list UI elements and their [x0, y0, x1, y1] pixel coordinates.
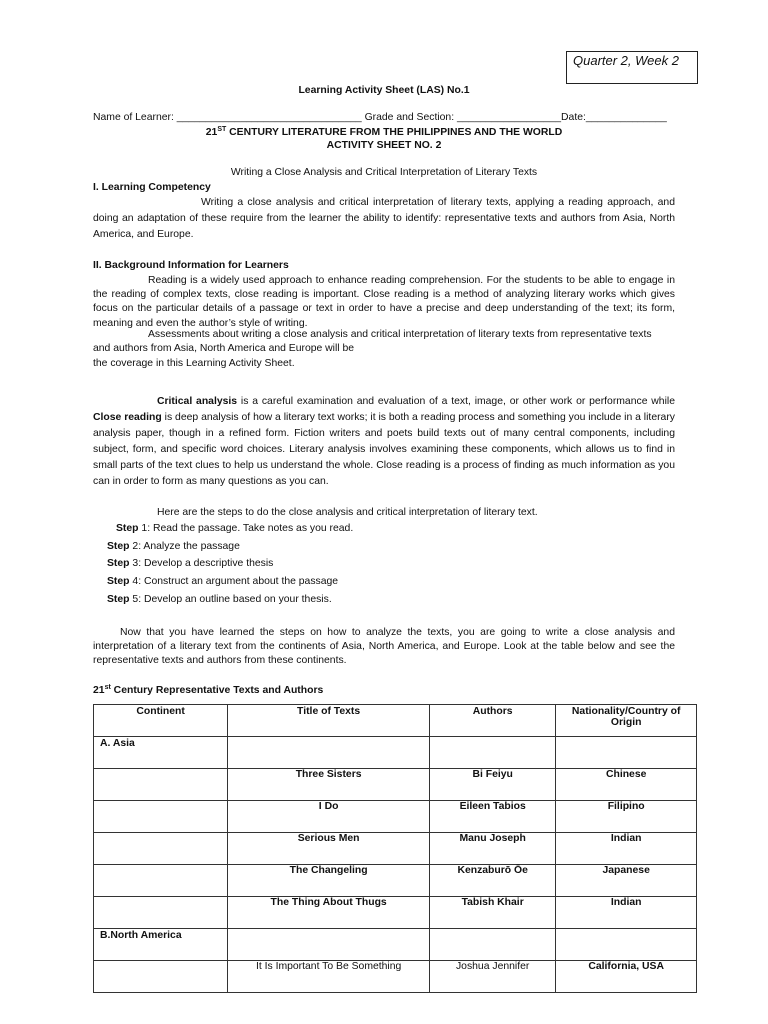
- header-authors: Authors: [429, 705, 555, 737]
- learner-fields: [93, 112, 675, 123]
- term-critical-analysis: Critical analysis: [157, 396, 238, 407]
- table-row: A. Asia: [94, 737, 697, 769]
- name-field[interactable]: ________________________________: [176, 112, 362, 123]
- table-caption: 21st Century Representative Texts and Authors: [93, 684, 324, 696]
- step-item: Step 2: Analyze the passage: [107, 541, 240, 552]
- section2-para2-line3: the coverage in this Learning Activity Sheet.: [93, 358, 295, 369]
- section2-para1: Reading is a widely used approach to enhance reading comprehension. For the students to be able to engage in the reading of complex texts, close reading is important. Close reading is a method of analyzing literary works which gives focus on the particular details of a passage or text in order to have a precise and deep understanding of the text; its form, meaning and even the author’s style of writing.: [93, 275, 675, 329]
- step-item: Step 4: Construct an argument about the passage: [107, 576, 339, 587]
- quarter-week-box: [566, 51, 698, 84]
- definitions-paragraph: Critical analysis is a careful examination and evaluation of a text, image, or other work or performance while Close reading is deep analysis of how a literary text works; it is both a reading process and something you include in a literary analysis paper, though in a refined form. Fiction writers and poets build texts out of many central components, including subject, form, and specific word choices. Literary analysis involves examining these components, which allows us to find in small parts of the text clues to help us understand the whole. Close reading is a process of finding as much information as you can in order to form as many questions as you can.: [93, 396, 675, 487]
- step-item: Step 1: Read the passage. Take notes as you read.: [116, 523, 354, 534]
- table-row: Serious Men Manu Joseph Indian: [94, 833, 697, 865]
- date-field[interactable]: ______________: [585, 112, 667, 123]
- section1-text: Writing a close analysis and critical interpretation of literary texts, applying a reading approach, and doing an adaptation of these require from the learner the ability to identify: representative texts and authors from Asia, North America, and Europe.: [93, 197, 675, 240]
- date-label: Date:: [561, 112, 586, 123]
- steps-intro: Here are the steps to do the close analysis and critical interpretation of literary text.: [157, 507, 538, 518]
- table-header-row: [94, 705, 697, 737]
- closing-paragraph: Now that you have learned the steps on how to analyze the texts, you are going to write a close analysis and interpretation of a literary text from the continents of Asia, North America, and Europe. Look at the table below and see the representative texts and authors from these continents.: [93, 627, 675, 666]
- header-continent: Continent: [94, 705, 228, 737]
- activity-title: ACTIVITY SHEET NO. 2: [326, 140, 442, 151]
- name-label: Name of Learner:: [93, 112, 174, 123]
- section2-para2-line1: Assessments about writing a close analysis and critical interpretation of literary texts from representative texts: [148, 329, 652, 340]
- table-row: The Changeling Kenzaburō Ōe Japanese: [94, 865, 697, 897]
- table-row: The Thing About Thugs Tabish Khair Indian: [94, 897, 697, 929]
- header-title: Title of Texts: [228, 705, 430, 737]
- table-row: I Do Eileen Tabios Filipino: [94, 801, 697, 833]
- section2-para2-line2: and authors from Asia, North America and Europe will be: [93, 343, 355, 354]
- course-title: 21ST CENTURY LITERATURE FROM THE PHILIPPINES AND THE WORLD: [205, 126, 563, 138]
- table-row: B.North America: [94, 929, 697, 961]
- section2-heading: II. Background Information for Learners: [93, 260, 289, 271]
- representative-texts-table: [93, 704, 697, 993]
- table-row: It Is Important To Be Something Joshua Jennifer California, USA: [94, 961, 697, 993]
- grade-field[interactable]: __________________: [457, 112, 562, 123]
- term-close-reading: Close reading: [93, 412, 162, 423]
- sheet-title: Learning Activity Sheet (LAS) No.1: [298, 85, 470, 96]
- quarter-label: Quarter 2, Week 2: [573, 53, 679, 68]
- table-row: Three Sisters Bi Feiyu Chinese: [94, 769, 697, 801]
- step-item: Step 3: Develop a descriptive thesis: [107, 558, 274, 569]
- grade-label: Grade and Section:: [364, 112, 455, 123]
- header-nationality: Nationality/Country of Origin: [556, 705, 697, 737]
- step-item: Step 5: Develop an outline based on your thesis.: [107, 594, 332, 605]
- subtitle: Writing a Close Analysis and Critical Interpretation of Literary Texts: [230, 167, 538, 178]
- section1-heading: I. Learning Competency: [93, 182, 211, 193]
